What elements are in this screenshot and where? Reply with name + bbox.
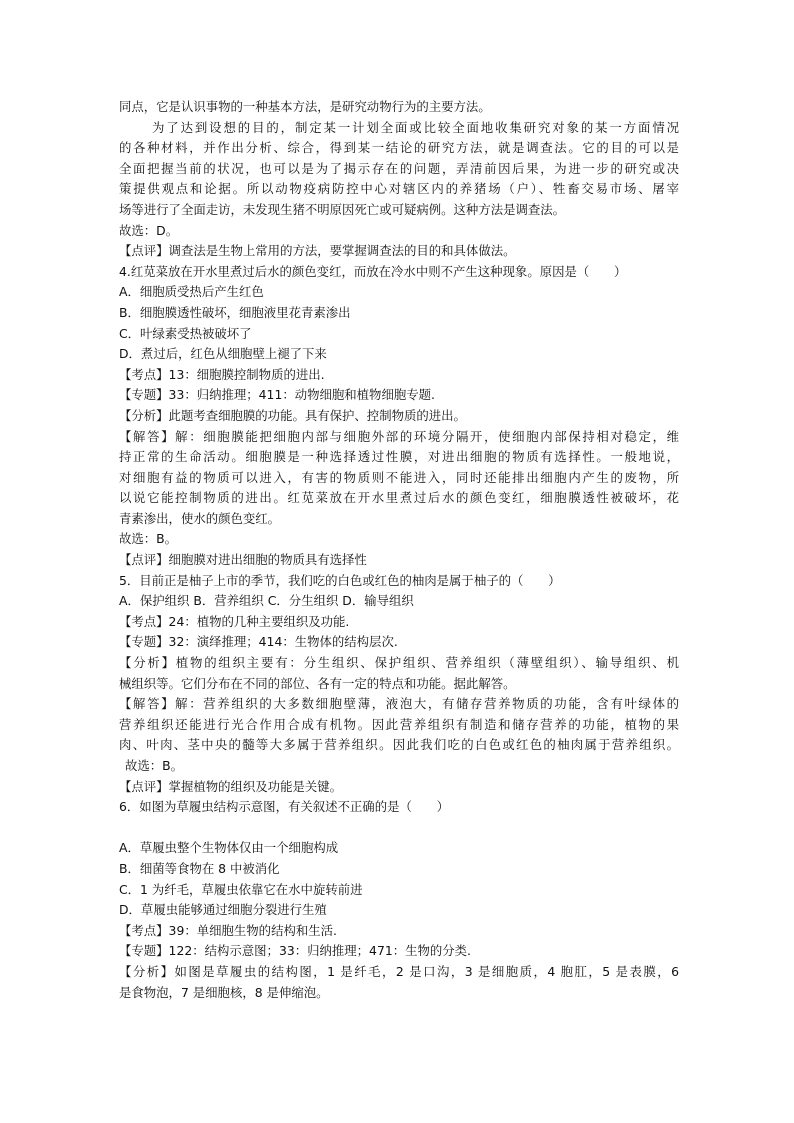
text-line: 【专题】32：演绎推理；414：生物体的结构层次. [119,634,398,650]
text-line: 【解答】解：营养组织的大多数细胞壁薄，液泡大，有储存营养物质的功能，含有叶绿体的 [119,696,679,712]
text-line: 故选：B。 [119,531,178,547]
text-line: 【解答】解：细胞膜能把细胞内部与细胞外部的环境分隔开，使细胞内部保持相对稳定，维 [119,428,679,444]
text-line: 6．如图为草履虫结构示意图，有关叙述不正确的是（ ） [119,799,450,815]
text-line: 【点评】细胞膜对进出细胞的物质具有选择性 [119,552,367,568]
text-line: 全面把握当前的状况，也可以是为了揭示存在的问题，弄清前因后果，为进一步的研究或决 [119,160,679,176]
text-line: A．草履虫整个生物体仅由一个细胞构成 [119,840,339,856]
text-line: 【专题】33：归纳推理；411：动物细胞和植物细胞专题. [119,387,435,403]
text-line: 对细胞有益的物质可以进入，有害的物质则不能进入，同时还能排出细胞内产生的废物，所 [119,469,679,485]
text-line: 故选：B。 [125,758,184,773]
text-line: 青素渗出，使水的颜色变红。 [119,510,281,526]
text-line: 械组织等。它们分布在不同的部位、各有一定的特点和功能。据此解答。 [119,675,516,691]
text-line: 【专题】122：结构示意图；33：归纳推理；471：生物的分类. [119,943,471,959]
text-line: C．叶绿素受热被破坏了 [119,325,252,341]
text-line: 同点，它是认识事物的一种基本方法，是研究动物行为的主要方法。 [119,99,491,114]
text-line: 【考点】39：单细胞生物的结构和生活. [119,922,337,938]
text-line: 是食物泡，7 是细胞核，8 是伸缩泡。 [119,984,329,1000]
text-line: B．细菌等食物在 8 中被消化 [119,860,280,876]
text-line: 场等进行了全面走访，未发现生猪不明原因死亡或可疑病例。这种方法是调查法。 [119,201,566,217]
text-line: 【考点】13：细胞膜控制物质的进出. [119,366,325,382]
text-line: B．细胞膜透性破坏，细胞液里花青素渗出 [119,304,351,320]
text-line: D．草履虫能够通过细胞分裂进行生殖 [119,902,327,918]
text-line: 【点评】调查法是生物上常用的方法，要掌握调查法的目的和具体做法。 [119,243,516,259]
text-line: 故选：D。 [119,222,179,238]
text-line: C．1 为纤毛，草履虫依靠它在水中旋转前进 [119,881,363,897]
text-line: 营养组织还能进行光合作用合成有机物。因此营养组织有制造和储存营养的功能，植物的果 [119,716,679,732]
text-line: 持正常的生命活动。细胞膜是一种选择透过性膜，对进出细胞的物质有选择性。一般地说， [119,449,679,465]
text-line: D．煮过后，红色从细胞壁上褪了下来 [119,346,327,362]
document-text-body [119,97,679,1003]
figure-placeholder [119,818,679,839]
text-line: 为了达到设想的目的，制定某一计划全面或比较全面地收集研究对象的某一方面情况 [152,119,679,135]
text-line: 【分析】此题考查细胞膜的功能。具有保护、控制物质的进出。 [119,407,466,423]
text-line: 4.红苋菜放在开水里煮过后水的颜色变红，而放在冷水中则不产生这种现象。原因是（ ） [119,263,627,279]
text-line: A．保护组织 B．营养组织 C．分生组织 D．输导组织 [119,593,414,609]
text-line: 【分析】如图是草履虫的结构图，1 是纤毛，2 是口沟，3 是细胞质，4 胞肛，5 是表膜，6 [119,963,679,979]
text-line: 的各种材料，并作出分析、综合，得到某一结论的研究方法，就是调查法。它的目的可以是 [119,140,679,156]
text-line: 策提供观点和论据。所以动物疫病防控中心对辖区内的养猪场（户）、牲畜交易市场、屠宰 [119,181,679,197]
text-line: 【点评】掌握植物的组织及功能是关键。 [119,778,343,794]
text-line: A．细胞质受热后产生红色 [119,284,264,300]
text-line: 【分析】植物的组织主要有：分生组织、保护组织、营养组织（薄壁组织）、输导组织、机 [119,655,679,671]
text-line: 肉、叶肉、茎中央的髓等大多属于营养组织。因此我们吃的白色或红色的柚肉属于营养组织。 [119,737,679,753]
text-line: 5．目前正是柚子上市的季节，我们吃的白色或红色的柚肉是属于柚子的（ ） [119,572,561,588]
text-line: 【考点】24：植物的几种主要组织及功能. [119,613,350,629]
text-line: 以说它能控制物质的进出。红苋菜放在开水里煮过后水的颜色变红，细胞膜透性被破坏，花 [119,490,679,506]
